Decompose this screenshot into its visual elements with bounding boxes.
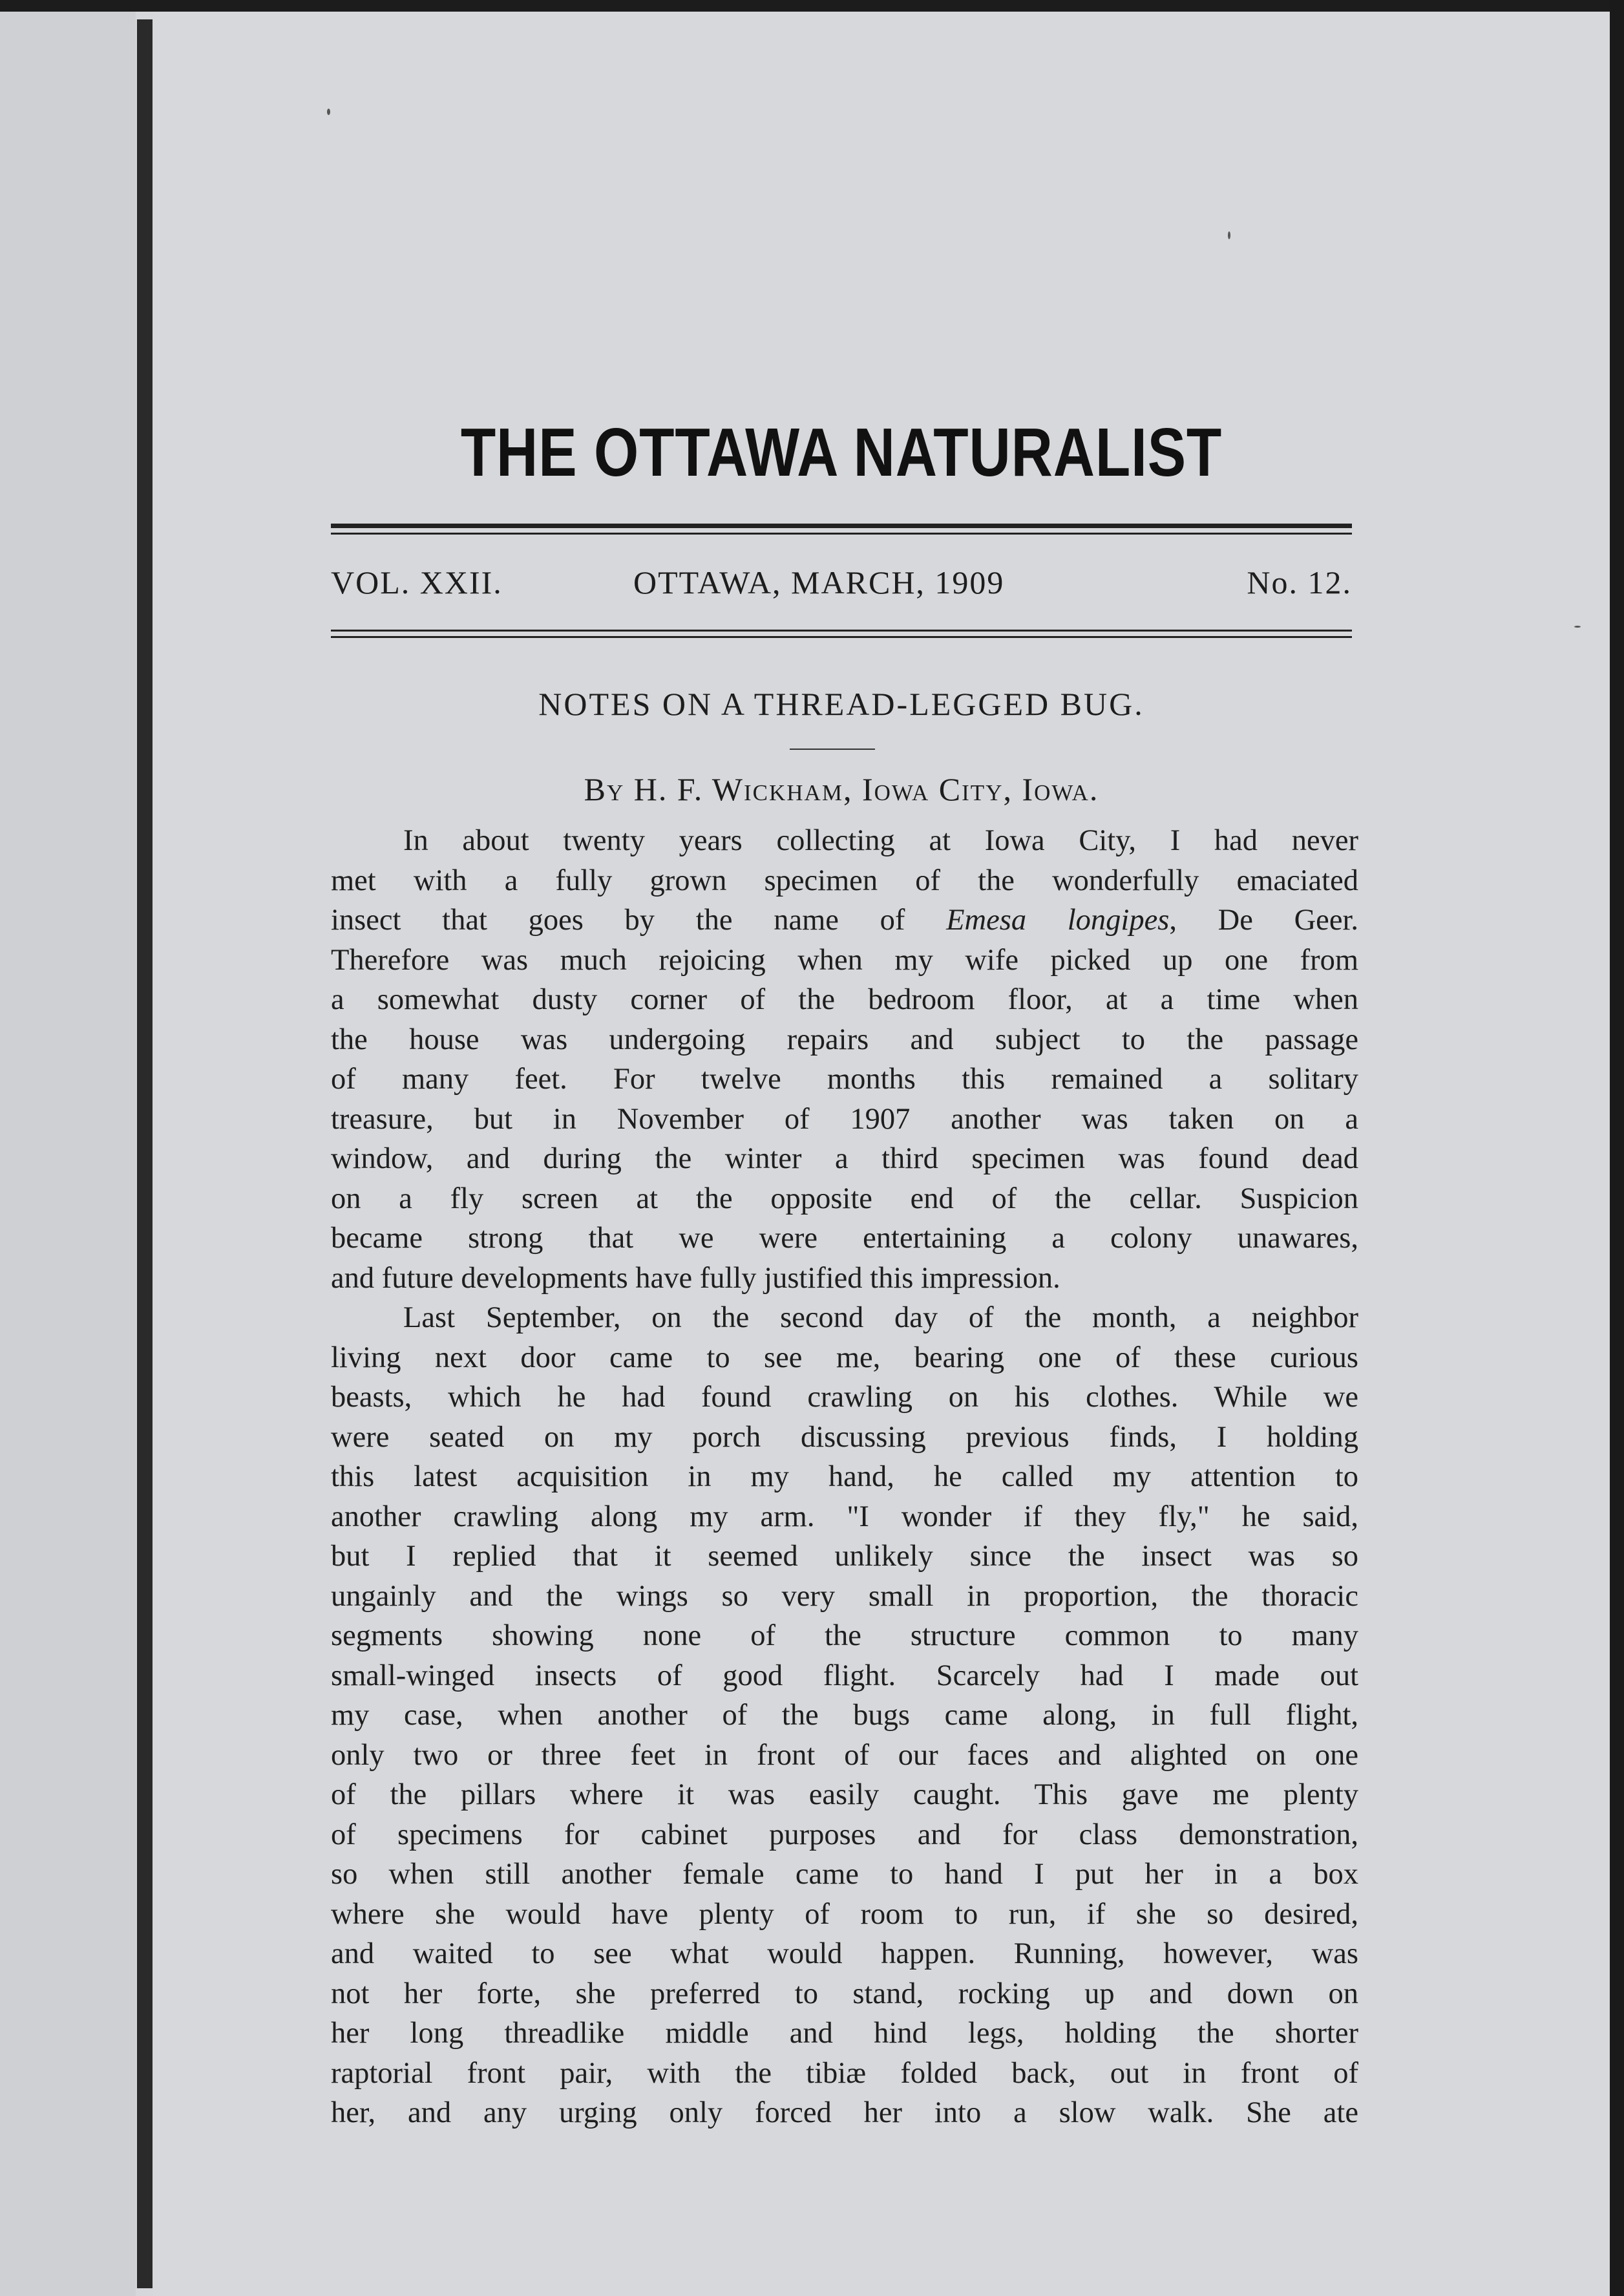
- binding-shadow: [137, 19, 153, 2288]
- journal-masthead: THE OTTAWA NATURALIST: [460, 414, 1223, 491]
- body-text-line: segments showing none of the structure common to many: [331, 1619, 1358, 1652]
- left-margin-strip: [0, 12, 136, 2296]
- article-title: NOTES ON A THREAD-LEGGED BUG.: [538, 686, 1144, 722]
- body-text-line: the house was undergoing repairs and subject to the passage: [331, 1023, 1358, 1056]
- body-text-line: so when still another female came to hand I put her in a box: [331, 1858, 1358, 1891]
- body-text-line: and waited to see what would happen. Running, however, was: [331, 1937, 1358, 1970]
- body-text-line: small-winged insects of good flight. Scarcely had I made out: [331, 1659, 1358, 1692]
- body-text-line: and future developments have fully justified this impression.: [331, 1261, 1060, 1295]
- body-text-line: of many feet. For twelve months this remained a solitary: [331, 1063, 1358, 1096]
- scan-speck: [327, 109, 330, 115]
- body-text-line: treasure, but in November of 1907 another was taken on a: [331, 1102, 1358, 1136]
- scan-speck: [1574, 626, 1581, 628]
- body-text-line: window, and during the winter a third specimen was found dead: [331, 1142, 1358, 1175]
- body-text-line: but I replied that it seemed unlikely since the insect was so: [331, 1540, 1358, 1573]
- body-text-line: this latest acquisition in my hand, he called my attention to: [331, 1460, 1358, 1493]
- body-text-line: Last September, on the second day of the month, a neighbor: [403, 1301, 1358, 1334]
- masthead-rule-thin: [331, 533, 1352, 535]
- body-text-line: In about twenty years collecting at Iowa City, I had never: [403, 824, 1358, 857]
- body-text-line: my case, when another of the bugs came along, in full flight,: [331, 1699, 1358, 1732]
- body-text-line: where she would have plenty of room to run, if she so desired,: [331, 1897, 1358, 1931]
- body-text-line: insect that goes by the name of Emesa longipes, De Geer.: [331, 904, 1358, 937]
- place-and-date: OTTAWA, MARCH, 1909: [633, 564, 1005, 601]
- body-text-line: raptorial front pair, with the tibiæ folded back, out in front of: [331, 2056, 1358, 2090]
- issue-rule-lower: [331, 636, 1352, 638]
- issue-info-line: [331, 564, 1352, 609]
- body-text-line: a somewhat dusty corner of the bedroom floor, at a time when: [331, 983, 1358, 1016]
- body-text-line: her, and any urging only forced her into a slow walk. She ate: [331, 2096, 1358, 2129]
- body-text-line: ungainly and the wings so very small in proportion, the thoracic: [331, 1579, 1358, 1613]
- issue-number: No. 12.: [1247, 564, 1352, 601]
- species-name: Emesa longipes: [946, 904, 1170, 937]
- body-text-line: met with a fully grown specimen of the wonderfully emaciated: [331, 864, 1358, 897]
- masthead-rule-thick: [331, 524, 1352, 528]
- body-text-line: of the pillars where it was easily caught. This gave me plenty: [331, 1778, 1358, 1811]
- article-byline: By H. F. Wickham, Iowa City, Iowa.: [584, 771, 1099, 807]
- title-divider: [790, 749, 875, 750]
- body-text-line: only two or three feet in front of our faces and alighted on one: [331, 1738, 1358, 1772]
- issue-rule-upper: [331, 630, 1352, 632]
- right-scan-edge: [1610, 0, 1624, 2296]
- body-text-line: on a fly screen at the opposite end of the cellar. Suspicion: [331, 1182, 1358, 1215]
- body-text-line: Therefore was much rejoicing when my wife picked up one from: [331, 943, 1358, 977]
- body-text-line: her long threadlike middle and hind legs, holding the shorter: [331, 2017, 1358, 2050]
- body-text-line: of specimens for cabinet purposes and for class demonstration,: [331, 1818, 1358, 1851]
- volume-number: VOL. XXII.: [331, 564, 503, 601]
- scan-speck: [1228, 231, 1230, 239]
- body-text-line: were seated on my porch discussing previous finds, I holding: [331, 1420, 1358, 1454]
- body-text-line: another crawling along my arm. "I wonder if they fly," he said,: [331, 1500, 1358, 1533]
- body-text-line: became strong that we were entertaining a colony unawares,: [331, 1222, 1358, 1255]
- body-text-line: not her forte, she preferred to stand, rocking up and down on: [331, 1977, 1358, 2010]
- body-text-line: beasts, which he had found crawling on his clothes. While we: [331, 1381, 1358, 1414]
- body-text-line: living next door came to see me, bearing one of these curious: [331, 1341, 1358, 1374]
- article-body: [331, 821, 1358, 2133]
